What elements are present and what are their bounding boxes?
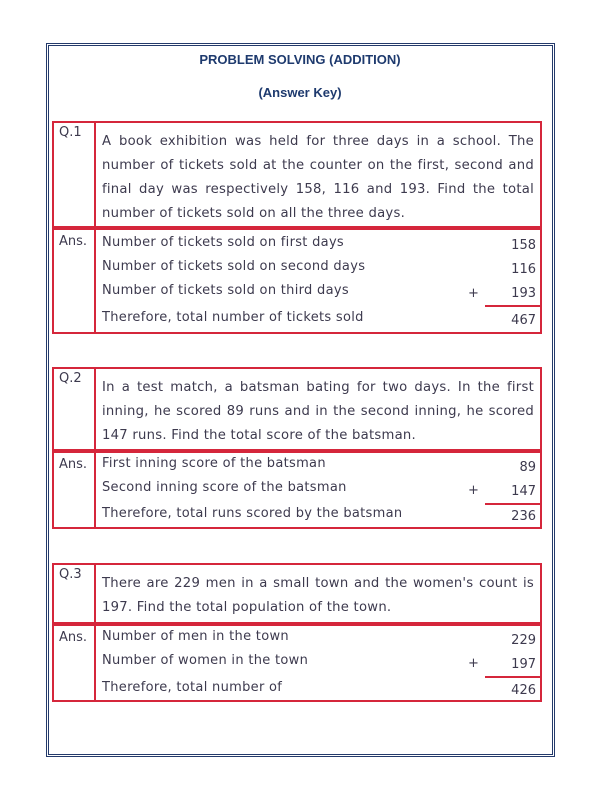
question-3-text: There are 229 men in a small town and the women's count is 197. Find the total population of the town.: [102, 576, 534, 615]
answer-3-line-1-text: Number of men in the town: [102, 629, 289, 644]
answer-1-total-value: 467: [511, 313, 536, 328]
answer-3-sum-rule: [485, 676, 540, 678]
answer-3-line-1-value: 229: [511, 633, 536, 648]
answer-2-line-1-text: First inning score of the batsman: [102, 456, 326, 471]
answer-2-line-1-value: 89: [519, 460, 536, 475]
question-1-label: Q.1: [54, 123, 96, 226]
answer-3-line-2-text: Number of women in the town: [102, 653, 309, 668]
answer-1-line-1-text: Number of tickets sold on first days: [102, 235, 345, 250]
answer-1-line-3-text: Number of tickets sold on third days: [102, 283, 349, 298]
answer-2-plus-sign: +: [468, 483, 479, 498]
answer-3-box: [52, 624, 542, 702]
answer-3-total-text: Therefore, total number of: [102, 680, 283, 695]
answer-2-box: [52, 451, 542, 529]
answer-3-plus-sign: +: [468, 656, 479, 671]
question-2-label: Q.2: [54, 369, 96, 449]
answer-2-label: Ans.: [54, 453, 96, 527]
answer-2-total-value: 236: [511, 509, 536, 524]
question-3-box: [52, 563, 542, 624]
question-2-box: [52, 367, 542, 451]
answer-1-box: [52, 228, 542, 334]
answer-3-total-value: 426: [511, 683, 536, 698]
answer-3-line-2-value: 197: [511, 657, 536, 672]
page-title: PROBLEM SOLVING (ADDITION): [199, 52, 401, 67]
answer-2-line-2-text: Second inning score of the batsman: [102, 480, 347, 495]
answer-1-line-1-value: 158: [511, 238, 536, 253]
answer-1-line-2-text: Number of tickets sold on second days: [102, 259, 366, 274]
question-2-text: In a test match, a batsman bating for two days. In the first inning, he scored 89 runs and in the second inning, he scored 147 runs. Find the total score of the batsman.: [102, 380, 534, 443]
question-1-box: [52, 121, 542, 228]
page-subtitle: (Answer Key): [258, 85, 342, 100]
answer-1-sum-rule: [485, 305, 540, 307]
answer-2-total-text: Therefore, total runs scored by the batsman: [102, 506, 403, 521]
question-1-text: A book exhibition was held for three days in a school. The number of tickets sold at the counter on the first, second and final day was respectively 158, 116 and 193. Find the total number of tickets sold on all the three days.: [102, 134, 534, 221]
answer-1-plus-sign: +: [468, 286, 479, 301]
answer-1-line-3-value: 193: [511, 286, 536, 301]
question-3-label: Q.3: [54, 565, 96, 622]
answer-1-total-text: Therefore, total number of tickets sold: [102, 310, 364, 325]
answer-1-label: Ans.: [54, 230, 96, 332]
answer-2-sum-rule: [485, 503, 540, 505]
answer-2-line-2-value: 147: [511, 484, 536, 499]
answer-3-label: Ans.: [54, 626, 96, 700]
answer-1-line-2-value: 116: [511, 262, 536, 277]
